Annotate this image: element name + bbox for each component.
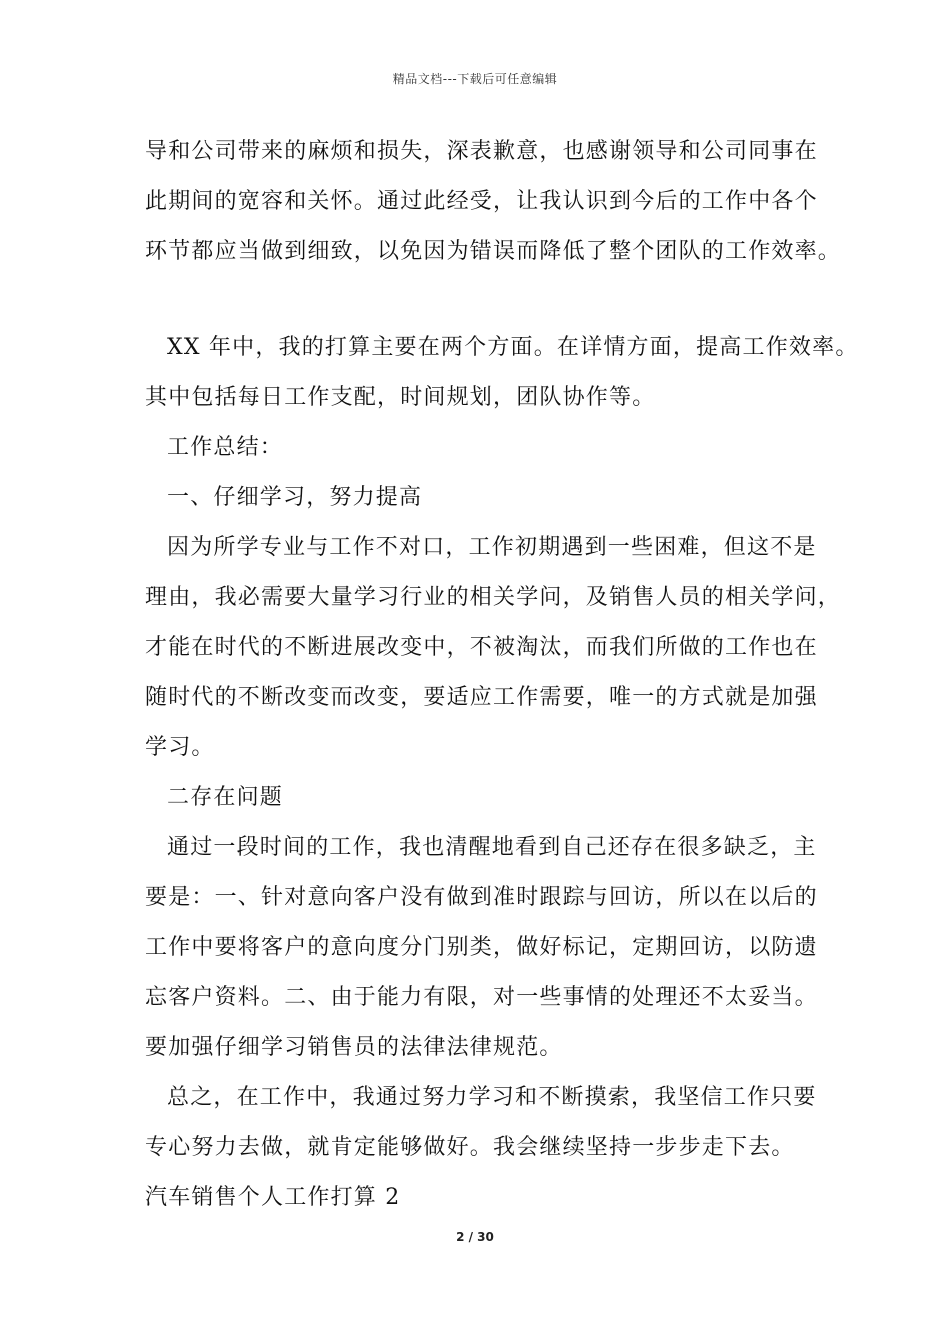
page-number: 2 / 30 (456, 1230, 494, 1244)
paragraph-line: 理由，我必需要大量学习行业的相关学问，及销售人员的相关学问， (145, 585, 842, 610)
paragraph-line: 专心努力去做，就肯定能够做好。我会继续坚持一步步走下去。 (145, 1135, 795, 1160)
paragraph-line: 忘客户资料。二、由于能力有限，对一些事情的处理还不太妥当。 (145, 985, 818, 1010)
paragraph-line: XX 年中，我的打算主要在两个方面。在详情方面，提高工作效率。 (167, 335, 859, 360)
paragraph-line: 学习。 (145, 735, 215, 760)
paragraph-line: 通过一段时间的工作，我也清醒地看到自己还存在很多缺乏，主 (167, 835, 817, 860)
paragraph-spacer (145, 282, 815, 328)
section-heading: 一、仔细学习，努力提高 (167, 485, 423, 510)
paragraph-line: 总之，在工作中，我通过努力学习和不断摸索，我坚信工作只要 (167, 1085, 817, 1110)
paragraph-line: 要加强仔细学习销售员的法律法律规范。 (145, 1035, 563, 1060)
paragraph-line: 环节都应当做到细致，以免因为错误而降低了整个团队的工作效率。 (145, 239, 842, 264)
section-label: 工作总结： (167, 435, 284, 460)
paragraph-line: 此期间的宽容和关怀。通过此经受，让我认识到今后的工作中各个 (145, 189, 818, 214)
paragraph-line: 要是：一、针对意向客户没有做到准时跟踪与回访，所以在以后的 (145, 885, 818, 910)
paragraph-line: 随时代的不断改变而改变，要适应工作需要，唯一的方式就是加强 (145, 685, 818, 710)
paragraph-line: 其中包括每日工作支配，时间规划，团队协作等。 (145, 385, 656, 410)
paragraph-line: 导和公司带来的麻烦和损失，深表歉意，也感谢领导和公司同事在 (145, 139, 818, 164)
document-body (145, 132, 859, 1228)
section-heading: 二存在问题 (167, 785, 284, 810)
page-header: 精品文档---下载后可任意编辑 (392, 72, 558, 86)
paragraph-line: 工作中要将客户的意向度分门别类，做好标记，定期回访，以防遗 (145, 935, 818, 960)
paragraph-line: 因为所学专业与工作不对口，工作初期遇到一些困难，但这不是 (167, 535, 817, 560)
paragraph-line: 才能在时代的不断进展改变中，不被淘汰，而我们所做的工作也在 (145, 635, 818, 660)
document-subtitle: 汽车销售个人工作打算 2 (145, 1185, 401, 1210)
